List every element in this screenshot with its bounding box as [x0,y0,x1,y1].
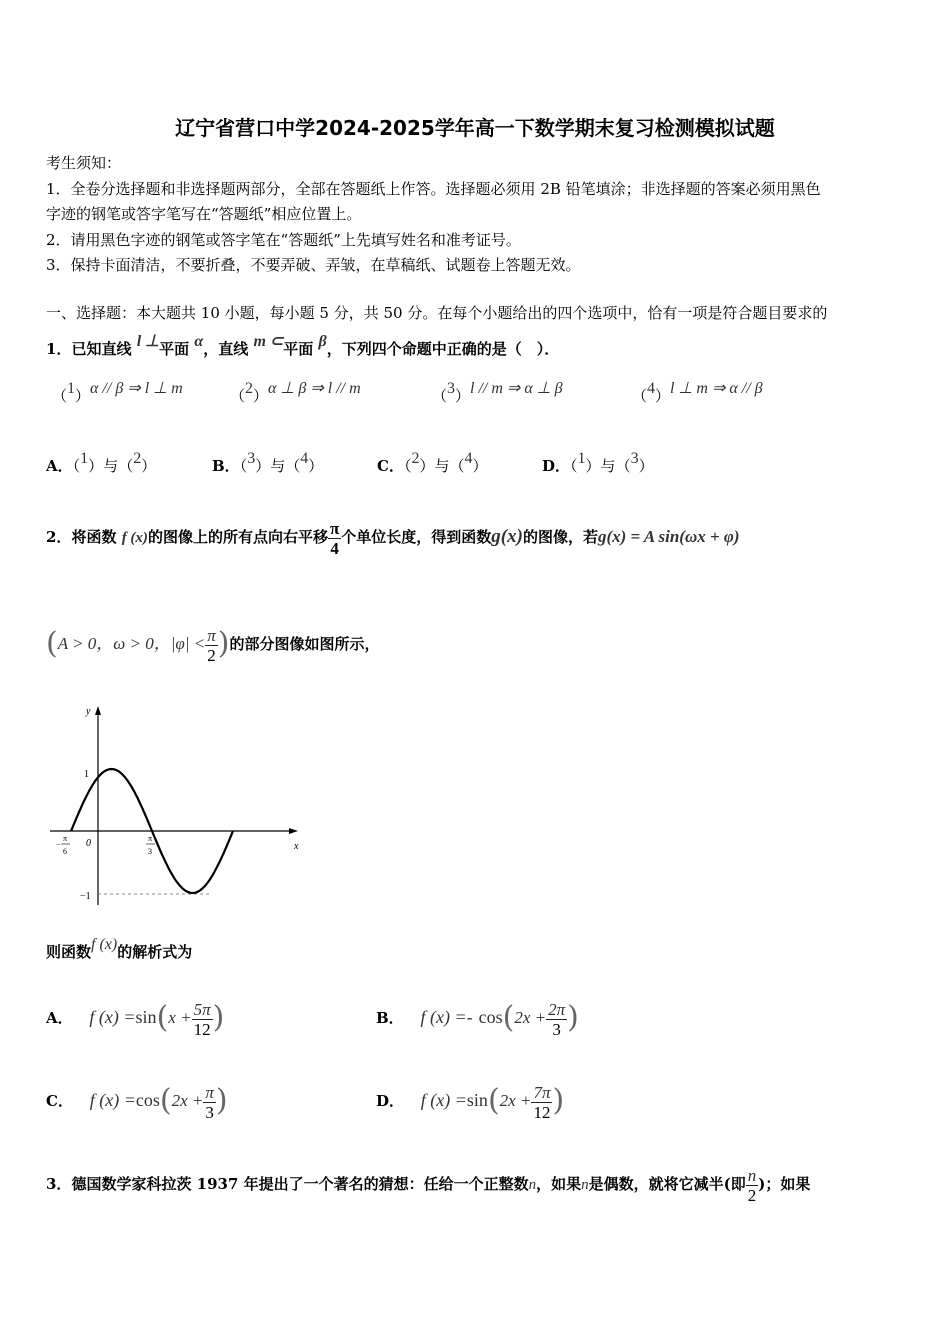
page-title: 辽宁省营口中学2024-2025学年高一下数学期末复习检测模拟试题 [175,116,775,140]
option-d[interactable]: D． f (x) =sin(2x + $\frac{7\pi}{12}$ ) [376,1082,565,1122]
x-label: x [294,841,299,852]
choice-c[interactable]: C．（2）与（4） [377,450,488,475]
notice-line-1b: 字迹的钢笔或答字笔写在“答题纸”相应位置上。 [46,205,362,223]
x-axis-arrow [289,828,298,834]
option-a[interactable]: A． f (x) =sin(x + $\frac{5\pi}{12}$ ) [46,999,225,1039]
choice-a[interactable]: A．（1）与（2） [46,450,157,475]
option-c[interactable]: C． f (x) =cos(2x + $\frac{\pi}{3}$ ) [46,1082,228,1122]
x-tick-right-den: 3 [148,847,152,856]
question-number: 1． [46,340,72,358]
proposition-1: （1）α // β ⇒ l ⊥ m [52,380,183,405]
x-tick-left-den: 6 [63,847,67,856]
choice-b[interactable]: B．（3）与（4） [212,450,324,475]
notice-line-2: 2．请用黑色字迹的钢笔或答字笔在“答题纸”上先填写姓名和准考证号。 [46,231,521,249]
function-graph [46,700,306,910]
x-tick-right-num: π [148,834,153,843]
y-label: y [86,706,91,717]
question-number: 3． [46,1175,72,1193]
x-tick-left-num: π [63,834,68,843]
notice-heading: 考生须知： [46,154,122,172]
proposition-3: （3）l // m ⇒ α ⊥ β [432,380,563,405]
proposition-4: （4）l ⊥ m ⇒ α // β [632,380,763,405]
notice-line-1a: 1．全卷分选择题和非选择题两部分，全部在答题纸上作答。选择题必须用 2B 铅笔填涂；非选择题的答案必须用黑色 [46,180,821,198]
y-tick-neg1: −1 [80,891,91,902]
notice-line-3: 3．保持卡面清洁，不要折叠，不要弄破、弄皱，在草稿纸、试题卷上答题无效。 [46,256,581,274]
choice-d[interactable]: D．（1）与（3） [542,450,654,475]
question-2-stem: 2．将函数 f (x)的图像上的所有点向右平移 $\frac{\pi}{4}$ 个单位长度，得到函数g(x)的图像，若g(x) = A sin(ωx + φ) [46,518,740,558]
question-3-stem: 3．德国数学家科拉茨 1937 年提出了一个著名的猜想：任给一个正整数n，如果n是偶数，就将它减半(即 $\frac{n}{2}$ )；如果 [46,1165,811,1205]
x-tick-left-sign: − [56,840,61,849]
question-number: 2． [46,528,72,546]
question-1-stem: 1．已知直线 l ⊥平面 α，直线 m ⊂平面 β，下列四个命题中正确的是（ ）． [46,333,560,358]
y-tick-1: 1 [84,769,89,780]
question-2-condition: (A > 0，ω > 0，|φ| < $\frac{\pi}{2}$ )的部分图像如图所示， [46,625,380,665]
option-b[interactable]: B． f (x) =- cos(2x + $\frac{2\pi}{3}$ ) [376,999,579,1039]
proposition-2: （2）α ⊥ β ⇒ l // m [230,380,361,405]
origin-label: 0 [86,838,91,849]
y-axis-arrow [95,706,101,715]
question-2-prompt: 则函数f (x)的解析式为 [46,936,193,961]
section-heading: 一、选择题：本大题共 10 小题，每小题 5 分，共 50 分。在每个小题给出的四个选项中，恰有一项是符合题目要求的 [46,304,828,322]
